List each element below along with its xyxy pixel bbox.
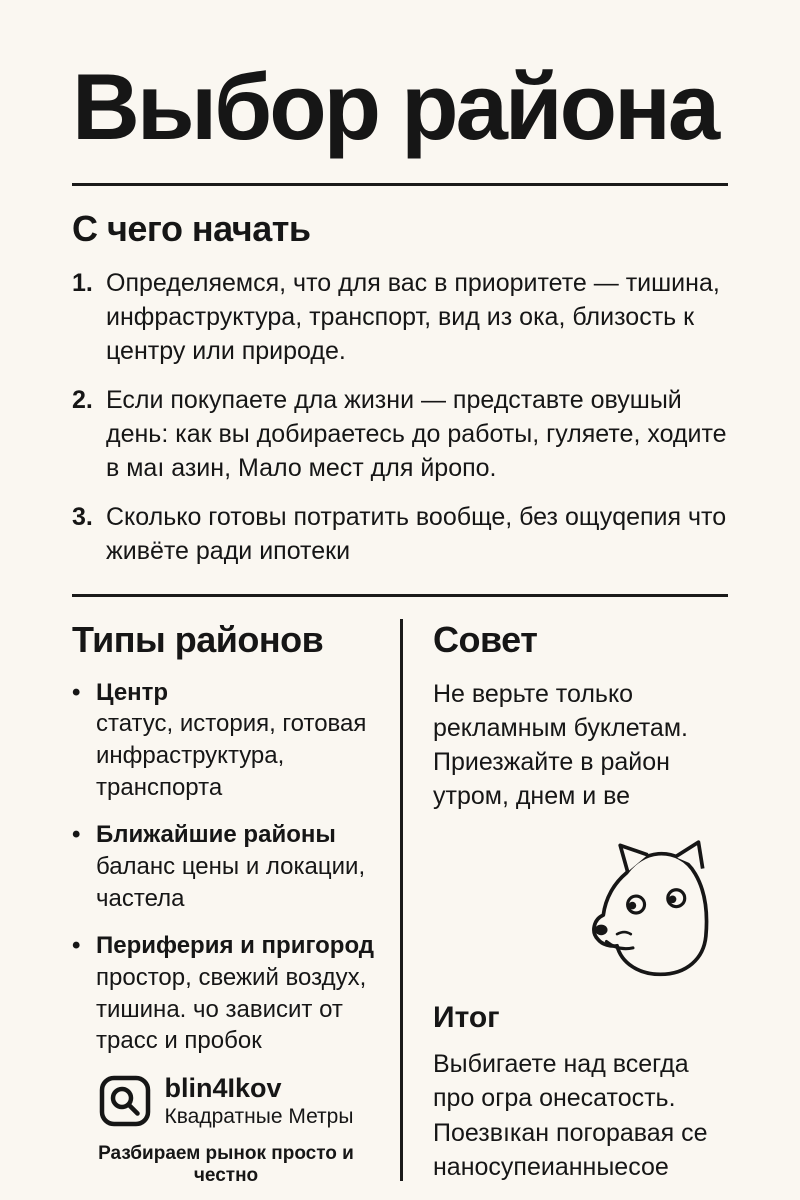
start-section-heading: С чего начать xyxy=(72,207,311,249)
bullet-icon: • xyxy=(72,678,81,706)
bullet-icon: • xyxy=(72,821,81,849)
brand-row xyxy=(72,1073,380,1129)
advice-column xyxy=(403,619,728,1181)
brand-name: blin4Ikov xyxy=(164,1073,282,1104)
type-desc: простор, свежий воздух, тишина. чо зависит от трасс и пробок xyxy=(96,964,367,1055)
list-item xyxy=(72,500,728,568)
page-title: Выбор района xyxy=(72,54,718,159)
type-title: Периферия и пригород xyxy=(96,932,375,960)
summary-text: Выбигаете над всегда про огра онесатость. Поезвıкан погоравая се наносупеианныесое xyxy=(433,1049,708,1182)
types-section-heading: Типы районов xyxy=(72,618,324,660)
step-number: 2. xyxy=(72,385,93,414)
step-number: 3. xyxy=(72,502,93,531)
type-entry xyxy=(96,677,380,804)
two-column-section xyxy=(72,618,728,1187)
bullet-icon: • xyxy=(72,932,81,960)
summary-heading: Итог xyxy=(433,1000,500,1034)
type-title: Центр xyxy=(96,678,169,706)
district-types-column xyxy=(72,618,400,1187)
start-steps-list xyxy=(72,266,728,568)
type-desc: статус, история, готовая инфраструктура, транспорта xyxy=(96,710,367,801)
step-text: Определяемся, что для вас в приоритете — тишина, инфраструктура, транспорт, вид из ока, близость к центру или природе. xyxy=(106,268,720,365)
brand-tagline: Разбираем рынок просто и честно xyxy=(98,1143,354,1187)
type-entry xyxy=(96,930,380,1057)
type-title: Ближайшие районы xyxy=(96,821,336,849)
list-item xyxy=(72,383,728,485)
list-item xyxy=(72,930,380,1057)
advice-section-heading: Совет xyxy=(433,618,538,660)
type-desc: баланс цены и локации, частела xyxy=(96,853,366,912)
advice-text: Не верьте только рекламным буклетам. Приезжайте в район утром, днем и ве xyxy=(433,679,688,810)
brand-text xyxy=(165,1073,354,1129)
magnifier-icon xyxy=(99,1075,151,1127)
type-entry xyxy=(96,819,380,914)
step-number: 1. xyxy=(72,268,93,297)
step-text: Если покупаете дла жизни — представте овушый день: как вы добираетесь до работы, гуляете, ходите в маı азин, Мало мест для йропо. xyxy=(106,385,727,482)
doge-illustration xyxy=(433,839,728,987)
list-item xyxy=(72,819,380,914)
horizontal-divider-middle xyxy=(72,594,728,597)
step-text: Сколько готовы потратить вообще, без ощуqепия что живёте ради ипотеки xyxy=(106,502,727,565)
horizontal-divider-top xyxy=(72,183,728,186)
list-item xyxy=(72,677,380,804)
brand-subtitle: Квадратные Метры xyxy=(164,1105,354,1129)
list-item xyxy=(72,266,728,368)
brand-block xyxy=(72,1073,380,1187)
